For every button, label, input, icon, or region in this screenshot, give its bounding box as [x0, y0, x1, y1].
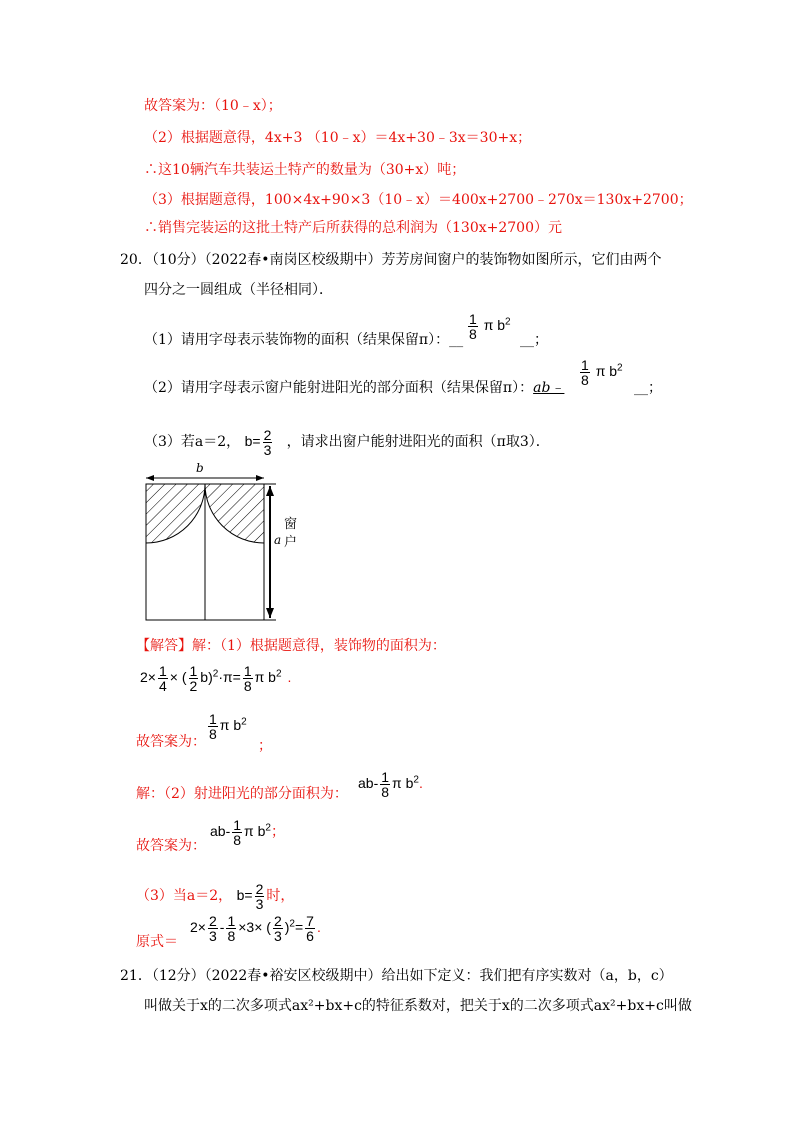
q20-part2-text: （2）请用字母表示窗户能射进阳光的部分面积（结果保留π）：: [144, 380, 534, 396]
eq-end: .: [316, 919, 321, 936]
eq-part: ·π=: [218, 669, 241, 686]
frac-den: 8: [209, 726, 217, 742]
eq-end: ；: [270, 823, 285, 840]
square-exp: 2: [413, 774, 419, 786]
answer-2-label: 故答案为：: [136, 838, 206, 854]
frac-num: 1: [209, 711, 217, 727]
answer-1-value: [206, 712, 247, 741]
q20-part1: [144, 330, 463, 350]
arrow-up-icon: [266, 486, 274, 496]
q21-line-2: 叫做关于x的二次多项式ax²+bx+c的特征系数对，把关于x的二次多项式ax²+bx+c叫做: [144, 998, 692, 1014]
q20-part2-ab: ab﹣: [533, 380, 565, 396]
frac-num: 1: [233, 817, 242, 833]
frac-den: 8: [233, 832, 242, 848]
pi-b: π b: [219, 717, 242, 734]
q20-heading: 20．（10分）（2022春•南岗区校级期中）芳芳房间窗户的装饰物如图所示，它们由两个: [120, 252, 662, 268]
solution-eq2: [358, 770, 423, 799]
frac-num: 2: [273, 913, 282, 929]
eq-part: 2×: [140, 669, 156, 686]
b-label: b: [196, 461, 204, 475]
eq-part: =: [294, 919, 304, 936]
eq-part: × (: [169, 669, 187, 686]
b-eq: b=: [244, 433, 261, 450]
frac-num: 2: [208, 913, 217, 929]
frac-den: 8: [243, 678, 252, 694]
square-exp: 2: [289, 918, 295, 930]
solution-line-2: 解：（2）射进阳光的部分面积为：: [136, 786, 348, 802]
window-label-1: 窗: [284, 517, 298, 532]
answer-line-4: （3）根据题意得，100×4x+90×3（10﹣x）＝400x+2700﹣270x＝130x+2700；: [144, 192, 693, 208]
answer-line-3: ∴这10辆汽车共装运土特产的数量为（30+x）吨；: [144, 162, 466, 178]
window-label-2: 户: [284, 535, 298, 550]
q20-part3-text-b: ，请求出窗户能射进阳光的面积（π取3）．: [286, 434, 550, 451]
q20-part1-text: （1）请用字母表示装饰物的面积（结果保留π）：: [144, 332, 450, 348]
pi-b: π b: [595, 363, 618, 380]
arrow-left-icon: [146, 475, 154, 481]
square-exp: 2: [275, 668, 282, 680]
frac-num: 1: [243, 663, 252, 679]
pi-b: π b: [392, 775, 414, 792]
frac-num: 2: [255, 881, 264, 897]
frac-num: 2: [263, 427, 272, 443]
solution-line-1: 【解答】解：（1）根据题意得，装饰物的面积为：: [136, 638, 446, 654]
q20-heading-2: 四分之一圆组成（半径相同）．: [144, 282, 333, 298]
window-figure: [136, 456, 316, 626]
answer-line-1: 故答案为：（10﹣x）；: [144, 98, 282, 114]
q20-part3: [144, 428, 550, 457]
s3-text-a: （3）当a＝2，: [136, 888, 233, 905]
eq-end: .: [418, 775, 423, 792]
ab-term: ab-: [358, 775, 379, 792]
s3-text-b: 时，: [266, 888, 295, 905]
frac-num: 1: [469, 311, 477, 327]
frac-den: 8: [227, 928, 236, 944]
frac-num: 1: [189, 663, 198, 679]
frac-den: 3: [263, 442, 272, 458]
eq-part: 2×: [190, 919, 206, 936]
frac-den: 8: [381, 784, 390, 800]
arrow-right-icon: [256, 475, 264, 481]
answer-1-label: 故答案为：: [136, 734, 206, 750]
left-quarter-circle: [146, 484, 205, 543]
answer-1-end: ；: [258, 738, 272, 754]
eq-part: ): [284, 919, 290, 936]
right-quarter-circle: [205, 484, 264, 543]
b-eq: b=: [236, 887, 253, 904]
square-exp: 2: [617, 362, 623, 374]
pi-b: π b: [244, 823, 266, 840]
square-exp: 2: [241, 716, 247, 728]
frac-den: 8: [581, 372, 589, 388]
answer-line-2: （2）根据题意得，4x+3 （10﹣x）＝4x+30﹣3x＝30+x；: [144, 130, 532, 146]
solution-line-3: [136, 882, 294, 911]
frac-num: 1: [581, 357, 589, 373]
square-exp: 2: [265, 822, 271, 834]
frac-den: 4: [158, 678, 167, 694]
frac-den: 3: [208, 928, 217, 944]
b-value: [245, 428, 287, 457]
frac-num: 1: [227, 913, 236, 929]
q20-part2-blank-end: __；: [634, 380, 662, 396]
eq-part: -: [219, 919, 225, 936]
eq-end: .: [287, 669, 292, 686]
arrow-down-icon: [266, 608, 274, 618]
frac-num: 1: [158, 663, 167, 679]
solution-eq3: [190, 914, 321, 943]
frac-den: 6: [306, 928, 314, 944]
frac-num: 1: [381, 769, 390, 785]
q20-part1-answer: [466, 312, 511, 341]
q21-line-1: 21．（12分）（2022春•裕安区校级期中）给出如下定义：我们把有序实数对（a，b，c）: [120, 968, 673, 984]
pi-b: π b: [483, 317, 506, 334]
blank-pre: __: [449, 332, 464, 348]
eq-part: ×3× (: [238, 919, 271, 936]
ab-term: ab-: [210, 823, 231, 840]
q20-part3-text-a: （3）若a＝2，: [144, 434, 241, 451]
a-label: a: [274, 533, 282, 547]
answer-2-value: [210, 818, 285, 847]
frac-den: 8: [469, 326, 477, 342]
frac-den: 3: [255, 896, 264, 912]
frac-num: 7: [306, 913, 314, 929]
solution-eq1: [140, 664, 291, 693]
frac-den: 2: [189, 678, 198, 694]
b-value: [237, 882, 267, 911]
square-exp: 2: [505, 316, 511, 328]
q20-part2: [144, 378, 564, 398]
square-exp: 2: [212, 668, 219, 680]
eq-part: b): [200, 669, 213, 686]
original-label: 原式＝: [136, 934, 178, 950]
frac-den: 3: [273, 928, 282, 944]
pi-b: π b: [254, 669, 276, 686]
q20-part2-answer: [578, 358, 623, 387]
answer-line-5: ∴销售完装运的这批土特产后所获得的总利润为（130x+2700）元: [144, 220, 562, 236]
q20-part1-blank-end: __；: [520, 332, 548, 348]
